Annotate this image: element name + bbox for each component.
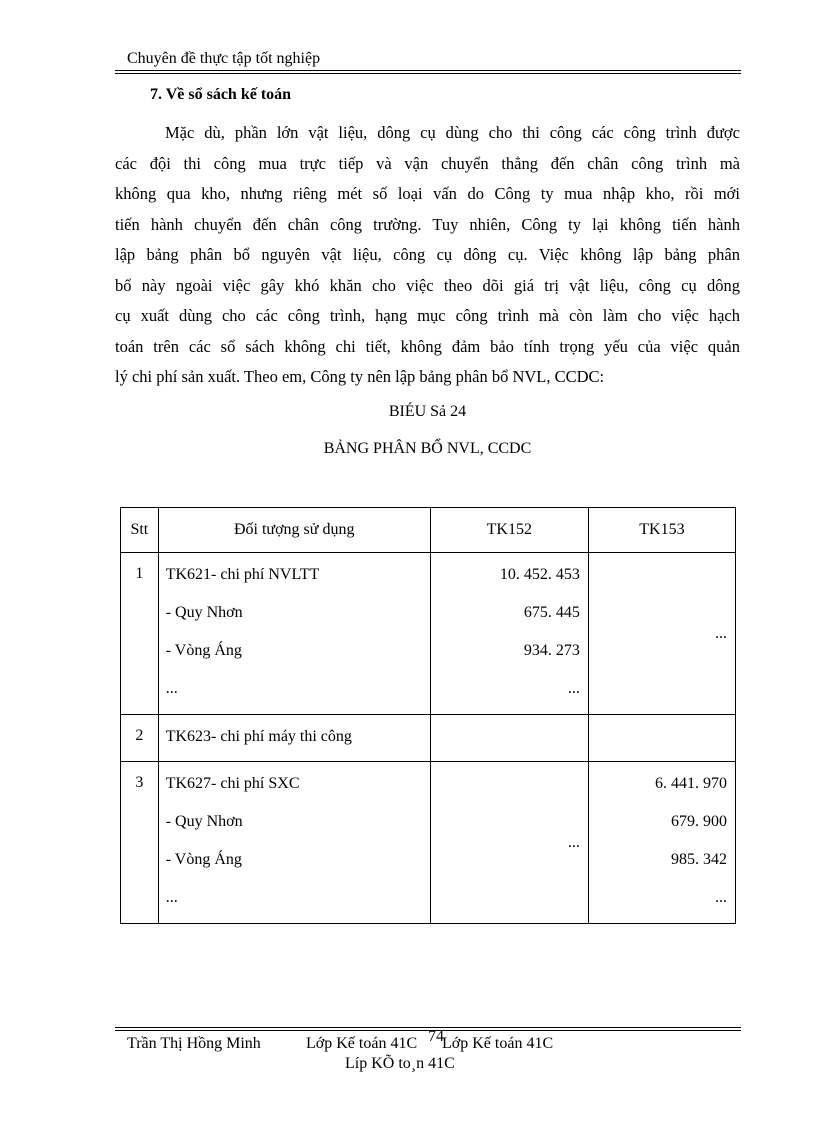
header-rule-double bbox=[115, 73, 741, 74]
value-line: 985. 342 bbox=[671, 851, 727, 868]
paragraph-line: các đội thi công mua trực tiếp và vận chuyển thẳng đến chân công trình mà bbox=[115, 153, 740, 173]
table-row bbox=[121, 553, 736, 715]
paragraph-line: tiến hành chuyển đến chân công trường. Tuy nhiên, Công ty lại không tiến hành bbox=[115, 214, 740, 234]
paragraph-line: toán trên các sổ sách không chi tiết, không đảm bảo tính trọng yếu của việc quản bbox=[115, 336, 740, 356]
value-line: 675. 445 bbox=[523, 604, 580, 621]
object-line: ... bbox=[165, 889, 178, 906]
paragraph-line: Mặc dù, phần lớn vật liệu, dông cụ dùng cho thi công các công trình được bbox=[165, 123, 740, 142]
allocation-table bbox=[120, 507, 736, 924]
row-stt: 1 bbox=[121, 553, 159, 715]
row-object bbox=[158, 553, 430, 715]
value-ellipsis: ... bbox=[715, 624, 727, 642]
row-tk153 bbox=[588, 762, 735, 924]
object-line: - Quy Nhơn bbox=[165, 813, 243, 830]
value-ellipsis: ... bbox=[567, 833, 580, 851]
header-tk152: TK152 bbox=[430, 508, 588, 553]
object-line: - Vòng Áng bbox=[165, 642, 242, 659]
paragraph-line: lý chi phí sản xuất. Theo em, Công ty nên lập bảng phân bổ NVL, CCDC: bbox=[115, 367, 605, 386]
row-tk153 bbox=[588, 553, 735, 715]
paragraph-line: bổ này ngoài việc gây khó khăn cho việc theo dõi giá trị vật liệu, công cụ dông bbox=[115, 275, 740, 295]
value-line: 6. 441. 970 bbox=[655, 775, 727, 792]
value-line: ... bbox=[567, 680, 580, 697]
row-tk153 bbox=[588, 715, 735, 762]
body-paragraph bbox=[115, 118, 740, 393]
object-line: - Vòng Áng bbox=[165, 851, 242, 868]
object-line: TK623- chi phí máy thi công bbox=[165, 728, 352, 745]
footer-class-repeat: Lớp Kế toán 41C bbox=[442, 1035, 554, 1052]
footer-class: Lớp Kế toán 41C bbox=[306, 1035, 418, 1052]
table-header-row bbox=[121, 508, 736, 553]
row-object bbox=[158, 715, 430, 762]
paragraph-line: cụ xuất dùng cho các công trình, hạng mục công trình mà còn làm cho việc hạch bbox=[115, 306, 740, 325]
row-tk152 bbox=[430, 715, 588, 762]
object-line: TK621- chi phí NVLTT bbox=[165, 566, 320, 583]
row-object bbox=[158, 762, 430, 924]
value-line: 934. 273 bbox=[523, 642, 580, 659]
footer-class-garbled: Líp KÕ to¸n 41C bbox=[345, 1055, 455, 1072]
object-line: ... bbox=[165, 680, 178, 697]
header-object: Đối tượng sử dụng bbox=[158, 508, 430, 553]
footer-author: Trần Thị Hồng Minh bbox=[127, 1035, 261, 1052]
row-stt: 3 bbox=[121, 762, 159, 924]
table-title: BẢNG PHÂN BỔ NVL, CCDC bbox=[323, 440, 532, 457]
header-rule bbox=[115, 70, 741, 71]
section-title: 7. Về sổ sách kế toán bbox=[150, 86, 292, 103]
table-row bbox=[121, 762, 736, 924]
row-tk152 bbox=[430, 553, 588, 715]
table-row bbox=[121, 715, 736, 762]
object-line: - Quy Nhơn bbox=[165, 604, 243, 621]
object-line: TK627- chi phí SXC bbox=[165, 775, 300, 792]
row-stt: 2 bbox=[121, 715, 159, 762]
value-line: ... bbox=[715, 889, 727, 906]
value-line: 10. 452. 453 bbox=[499, 566, 580, 583]
paragraph-line: không qua kho, nhưng riêng mét số loại vấn do Công ty mua nhập kho, rồi mới bbox=[115, 184, 740, 203]
paragraph-line: lập bảng phân bổ nguyên vật liệu, công cụ dông cụ. Việc không lập bảng phân bbox=[115, 245, 740, 264]
header-stt: Stt bbox=[121, 508, 159, 553]
table-label: BIÉU Sả 24 bbox=[388, 403, 467, 420]
running-header: Chuyên đề thực tập tốt nghiệp bbox=[127, 50, 321, 67]
value-line: 679. 900 bbox=[671, 813, 727, 830]
row-tk152 bbox=[430, 762, 588, 924]
page-number: 74 bbox=[428, 1028, 444, 1045]
header-tk153: TK153 bbox=[588, 508, 735, 553]
